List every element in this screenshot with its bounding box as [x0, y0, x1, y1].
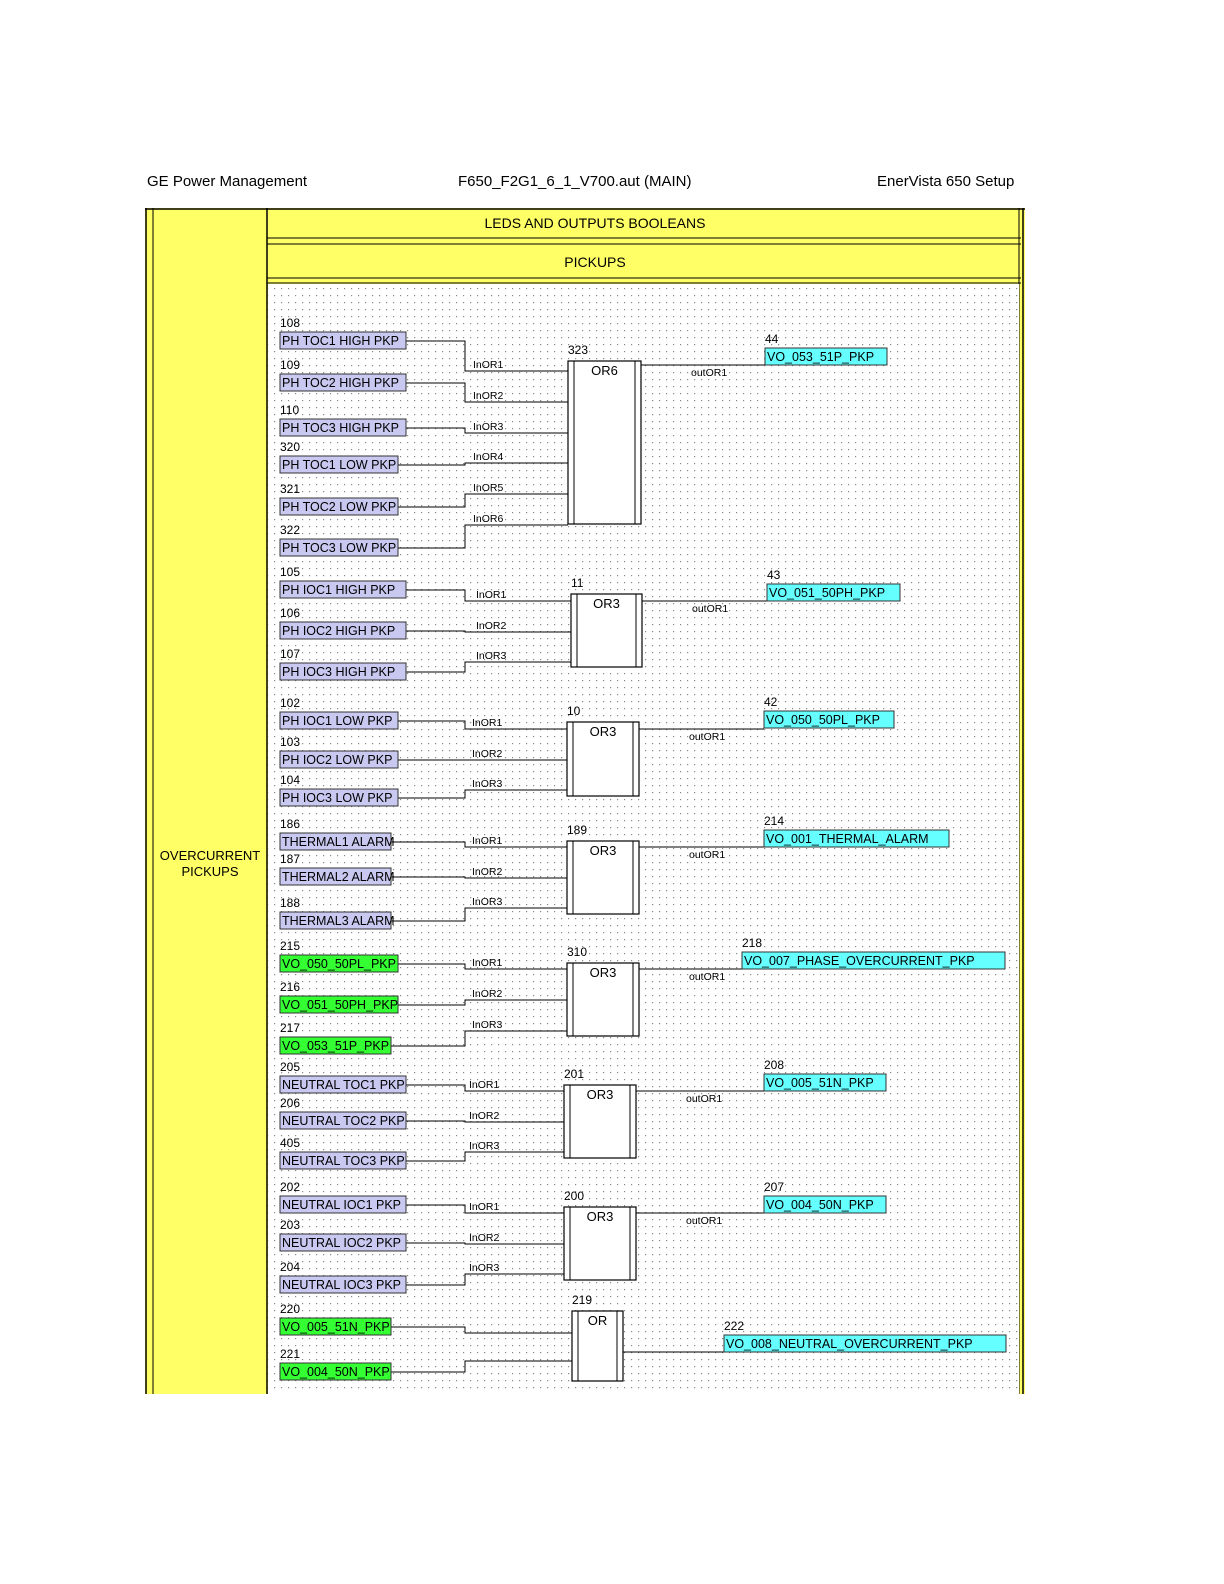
gate-input-pin: InOR2	[469, 1110, 500, 1122]
input-signal-label: PH IOC3 LOW PKP	[282, 791, 393, 805]
gate-index: 200	[564, 1189, 585, 1203]
gate-input-pin: InOR5	[473, 482, 504, 494]
gate-input-pin: InOR1	[473, 359, 504, 371]
input-index: 321	[280, 482, 301, 496]
input-index: 110	[280, 403, 300, 417]
input-index: 206	[280, 1096, 301, 1110]
gate-type-label: OR3	[589, 843, 617, 858]
gate-index: 310	[567, 945, 588, 959]
input-signal-label: THERMAL2 ALARM	[282, 870, 395, 884]
section-label-line1: OVERCURRENT	[159, 848, 261, 863]
gate-type-label: OR3	[586, 1087, 614, 1102]
input-signal-label: PH IOC3 HIGH PKP	[282, 665, 396, 679]
input-signal-label: PH TOC2 HIGH PKP	[282, 376, 399, 390]
output-signal-label: VO_007_PHASE_OVERCURRENT_PKP	[744, 954, 975, 968]
gate-index: 11	[571, 576, 584, 590]
input-signal-label: NEUTRAL IOC1 PKP	[282, 1198, 402, 1212]
gate-input-pin: InOR6	[473, 513, 504, 525]
input-index: 205	[280, 1060, 301, 1074]
gate-input-pin: InOR3	[469, 1140, 500, 1152]
logic-diagram-frame	[145, 208, 1025, 1394]
input-signal-label: PH IOC1 LOW PKP	[282, 714, 393, 728]
gate-type-label: OR6	[591, 363, 618, 378]
input-signal-label: PH TOC1 LOW PKP	[282, 458, 397, 472]
gate-input-pin: InOR2	[469, 1232, 500, 1244]
gate-input-pin: InOR3	[476, 650, 507, 662]
gate-input-pin: InOR1	[472, 717, 503, 729]
output-index: 222	[724, 1319, 745, 1333]
or-gate-block	[568, 361, 641, 524]
gate-type-label: OR3	[593, 596, 620, 611]
input-index: 215	[280, 939, 301, 953]
header-filename: F650_F2G1_6_1_V700.aut (MAIN)	[458, 173, 692, 190]
input-signal-label: NEUTRAL IOC2 PKP	[282, 1236, 402, 1250]
input-index: 109	[280, 358, 301, 372]
input-index: 322	[280, 523, 301, 537]
input-index: 105	[280, 565, 301, 579]
input-signal-label: VO_005_51N_PKP	[282, 1320, 390, 1334]
gate-output-pin: outOR1	[686, 1093, 723, 1105]
gate-input-pin: InOR2	[476, 620, 507, 632]
output-index: 44	[765, 332, 779, 346]
panel-subtitle: PICKUPS	[564, 254, 626, 270]
section-label-line2: PICKUPS	[181, 864, 239, 879]
input-signal-label: PH TOC3 LOW PKP	[282, 541, 397, 555]
header-company: GE Power Management	[147, 173, 308, 190]
input-index: 106	[280, 606, 301, 620]
output-signal-label: VO_051_50PH_PKP	[769, 586, 886, 600]
input-index: 103	[280, 735, 301, 749]
input-index: 202	[280, 1180, 301, 1194]
input-signal-label: PH IOC2 LOW PKP	[282, 753, 393, 767]
output-signal-label: VO_004_50N_PKP	[766, 1198, 874, 1212]
logic-diagram	[145, 208, 1025, 1394]
gate-type-label: OR	[587, 1313, 608, 1328]
input-signal-label: NEUTRAL TOC3 PKP	[282, 1154, 405, 1168]
input-signal-label: NEUTRAL TOC1 PKP	[282, 1078, 405, 1092]
input-index: 104	[280, 773, 301, 787]
input-index: 186	[280, 817, 301, 831]
gate-output-pin: outOR1	[689, 849, 726, 861]
input-index: 108	[280, 316, 301, 330]
input-index: 188	[280, 896, 301, 910]
input-signal-label: PH TOC2 LOW PKP	[282, 500, 397, 514]
input-index: 216	[280, 980, 301, 994]
gate-index: 219	[572, 1293, 593, 1307]
input-index: 320	[280, 440, 301, 454]
output-index: 218	[742, 936, 763, 950]
panel-title: LEDS AND OUTPUTS BOOLEANS	[484, 215, 706, 231]
input-index: 220	[280, 1302, 301, 1316]
input-signal-label: PH TOC3 HIGH PKP	[282, 421, 399, 435]
gate-input-pin: InOR2	[473, 390, 504, 402]
gate-input-pin: InOR1	[472, 957, 503, 969]
gate-input-pin: InOR2	[472, 866, 503, 878]
gate-output-pin: outOR1	[686, 1215, 723, 1227]
header-application: EnerVista 650 Setup	[877, 173, 1015, 190]
gate-index: 189	[567, 823, 588, 837]
output-index: 207	[764, 1180, 785, 1194]
input-signal-label: VO_053_51P_PKP	[282, 1039, 390, 1053]
input-index: 203	[280, 1218, 301, 1232]
gate-index: 201	[564, 1067, 585, 1081]
input-index: 187	[280, 852, 301, 866]
gate-type-label: OR3	[589, 724, 617, 739]
gate-input-pin: InOR1	[476, 589, 507, 601]
input-signal-label: PH IOC1 HIGH PKP	[282, 583, 396, 597]
input-index: 102	[280, 696, 301, 710]
input-index: 217	[280, 1021, 301, 1035]
input-index: 221	[280, 1347, 301, 1361]
gate-output-pin: outOR1	[689, 971, 726, 983]
output-index: 43	[767, 568, 781, 582]
gate-input-pin: InOR1	[472, 835, 503, 847]
gate-output-pin: outOR1	[692, 603, 729, 615]
input-signal-label: VO_050_50PL_PKP	[282, 957, 396, 971]
input-signal-label: NEUTRAL IOC3 PKP	[282, 1278, 402, 1292]
input-signal-label: VO_051_50PH_PKP	[282, 998, 399, 1012]
gate-input-pin: InOR3	[472, 778, 503, 790]
gate-input-pin: InOR2	[472, 748, 503, 760]
gate-type-label: OR3	[589, 965, 617, 980]
input-signal-label: THERMAL3 ALARM	[282, 914, 395, 928]
gate-output-pin: outOR1	[691, 367, 728, 379]
gate-input-pin: InOR3	[473, 421, 504, 433]
gate-index: 10	[567, 704, 581, 718]
output-signal-label: VO_053_51P_PKP	[767, 350, 875, 364]
input-signal-label: PH IOC2 HIGH PKP	[282, 624, 396, 638]
gate-input-pin: InOR3	[472, 896, 503, 908]
gate-input-pin: InOR3	[472, 1019, 503, 1031]
output-signal-label: VO_008_NEUTRAL_OVERCURRENT_PKP	[726, 1337, 973, 1351]
input-signal-label: NEUTRAL TOC2 PKP	[282, 1114, 405, 1128]
input-signal-label: THERMAL1 ALARM	[282, 835, 395, 849]
gate-input-pin: InOR1	[469, 1079, 500, 1091]
output-signal-label: VO_050_50PL_PKP	[766, 713, 880, 727]
gate-type-label: OR3	[586, 1209, 614, 1224]
gate-input-pin: InOR4	[473, 451, 504, 463]
gate-output-pin: outOR1	[689, 731, 726, 743]
output-signal-label: VO_005_51N_PKP	[766, 1076, 874, 1090]
input-index: 405	[280, 1136, 301, 1150]
gate-input-pin: InOR3	[469, 1262, 500, 1274]
output-index: 214	[764, 814, 785, 828]
output-index: 42	[764, 695, 778, 709]
input-index: 204	[280, 1260, 301, 1274]
output-signal-label: VO_001_THERMAL_ALARM	[766, 832, 929, 846]
input-signal-label: PH TOC1 HIGH PKP	[282, 334, 399, 348]
gate-index: 323	[568, 343, 589, 357]
input-signal-label: VO_004_50N_PKP	[282, 1365, 390, 1379]
gate-input-pin: InOR1	[469, 1201, 500, 1213]
input-index: 107	[280, 647, 301, 661]
output-index: 208	[764, 1058, 785, 1072]
gate-input-pin: InOR2	[472, 988, 503, 1000]
